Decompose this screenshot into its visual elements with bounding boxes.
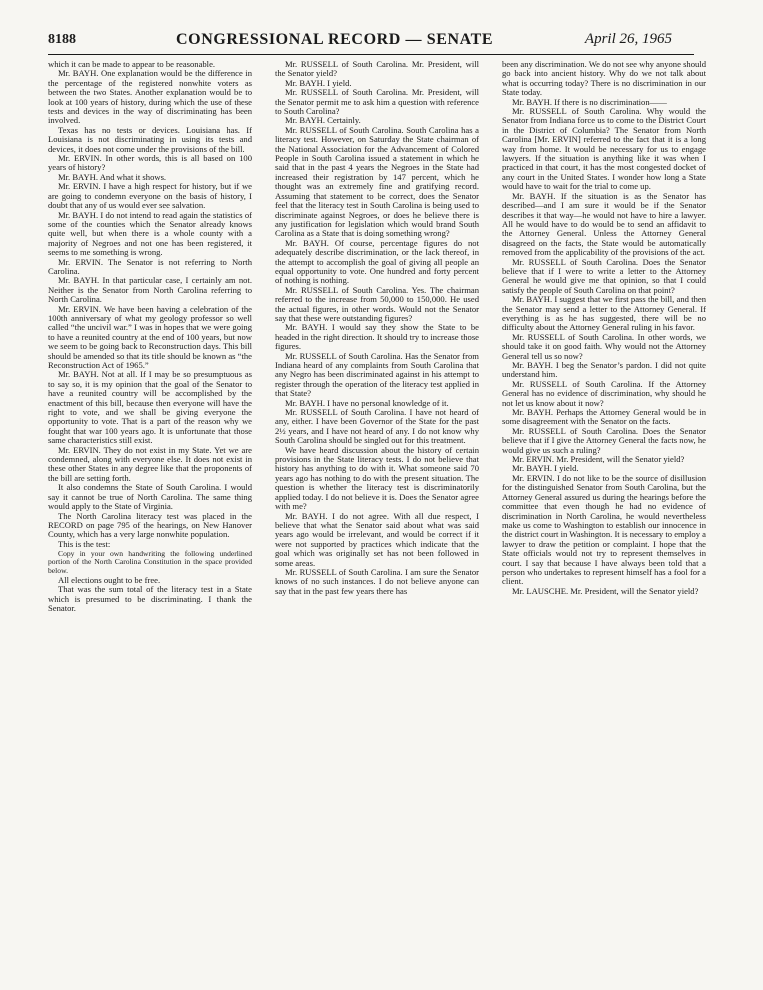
paragraph: Mr. ERVIN. They do not exist in my State. Yet we are condemned, along with everyone else. It does not exist in these other States in any degree like that the proponents of the bill are setting forth. (48, 444, 252, 483)
paragraph: Mr. ERVIN. In other words, this is all based on 100 years of history? (48, 153, 252, 173)
paragraph: Mr. RUSSELL of South Carolina. Mr. President, will the Senator permit me to ask him a question with reference to South Carolina? (275, 87, 479, 117)
paragraph: This is the test: (58, 538, 111, 549)
quoted-instruction: Copy in your own handwriting the following underlined portion of the North Carolina Constitution in the space provided below. (48, 549, 252, 575)
paragraph: That was the sum total of the literacy test in a State which is presumed to be discriminating. I thank the Senator. (48, 584, 252, 613)
paragraph: Mr. RUSSELL of South Carolina. South Carolina has a literacy test. However, on Saturday the State chairman of the National Association for the Advancement of Colored People in South Carolina issued a statement in which he said that in the past 4 years the Negroes in the State had increased their registration by 147 percent, which he thought was an extremely fine and gratifying record. Assuming that statement to be correct, does the Senator feel that the literacy test in South Carolina is being used to discriminate against Negroes, or does he believe there is any justification for legislation which would brand South Carolina as a State that is doing something wrong? (275, 124, 479, 239)
paragraph: Mr. BAYH. In that particular case, I certainly am not. Neither is the Senator from North Carolina referring to North Carolina. (48, 275, 252, 305)
paragraph: been any discrimination. We do not see why anyone should go back into ancient history. Why do we not talk about what is occurring today? There is no discrimination in our State today. (502, 60, 706, 98)
paragraph: It also condemns the State of South Carolina. I would say it cannot be true of North Carolina. The same thing would apply to the State of Virginia. (48, 482, 252, 512)
paragraph: Mr. BAYH. I do not intend to read again the statistics of some of the counties which the Senator already knows quite well, but when there is a whole county with a majority of Negroes and not one has been registered, it seems to me something is wrong. (48, 209, 252, 258)
paragraph: We have heard discussion about the history of certain provisions in the State literacy tests. I do not believe that history has anything to do with it. What someone said 70 years ago has nothing to do with the present situation. The question is whether the literacy test is discriminatorily applied today. I do not believe it is. Does the Senator agree with me? (275, 444, 479, 512)
paragraph: Mr. BAYH. I suggest that we first pass the bill, and then the Senator may send a letter to the Attorney General. If everything is as he has suggested, there will be no difficulty about the Attorney General ruling in his favor. (502, 294, 706, 333)
paragraph: Mr. RUSSELL of South Carolina. Mr. President, will the Senator yield? (275, 60, 479, 79)
paragraph: which it can be made to appear to be reasonable. (48, 60, 216, 69)
publication-title: CONGRESSIONAL RECORD — SENATE (176, 31, 494, 48)
paragraph: Mr. RUSSELL of South Carolina. Yes. The chairman referred to the increase from 50,000 to 150,000. He used the actual figures, in other words. Would not the Senator say that these were outstanding figures? (275, 284, 479, 323)
paragraph: Mr. RUSSELL of South Carolina. Why would the Senator from Indiana force us to come to the District Court in the District of Columbia? The Senator from North Carolina [Mr. ERVIN] referred to the fact that it is a long way from home. It would be necessary for us to engage lawyers. If the situation is anything like it was when I practiced in that court, it has the most congested docket of any court in the United States. I wonder how long a State would have to wait for the trial to come up. (502, 106, 706, 192)
column-3 (502, 60, 706, 985)
paragraph: Mr. ERVIN. I do not like to be the source of disillusion for the distinguished Senator from South Carolina, but the Attorney General assured us during the hearings before the committee that even though he had no evidence of discrimination in North Carolina, he would nevertheless make us come to Washington to establish our innocence in the district court in Washington. It is necessary to employ a lawyer to draw the petition or complaint. I hope that the State officials would not try to represent themselves in court. I say that because I have always been told that a person who undertakes to represent himself has a fool for a client. (502, 472, 706, 587)
paragraph: Mr. BAYH. I have no personal knowledge of it. (285, 397, 449, 408)
publication-date: April 26, 1965 (584, 31, 672, 47)
paragraph: Mr. BAYH. If there is no discrimination—— (512, 96, 667, 107)
paragraph: Mr. RUSSELL of South Carolina. If the Attorney General has no evidence of discrimination, why should he not let us know about it now? (502, 378, 706, 408)
paragraph: Mr. BAYH. I yield. (512, 463, 579, 474)
paragraph: Mr. BAYH. Not at all. If I may be so presumptuous as to say so, it is my opinion that the goal of the Senator to have a reunited country will be accomplished by the enactment of this bill, because then everyone will have the right to vote, and we shall be giving everyone the opportunity to vote. That is a part of the reason why we fought that war 100 years ago. It is unfortunate that those same characteristics still exist. (48, 369, 252, 446)
paragraph: Mr. BAYH. I beg the Senator’s pardon. I did not quite understand him. (502, 360, 706, 380)
paragraph: Mr. BAYH. I would say they show the State to be headed in the right direction. It should try to increase those figures. (275, 322, 479, 352)
paragraph: Mr. ERVIN. I have a high respect for history, but if we are going to condemn everyone on the basis of history, I doubt that any of us would ever see salvation. (48, 181, 252, 211)
paragraph: All elections ought to be free. (58, 574, 161, 585)
paragraph: Mr. ERVIN. The Senator is not referring to North Carolina. (48, 256, 252, 276)
paragraph: The North Carolina literacy test was placed in the RECORD on page 795 of the hearings, on New Hanover County, which has a very large nonwhite population. (48, 510, 252, 540)
paragraph: Mr. BAYH. Certainly. (285, 115, 361, 126)
paragraph: Mr. BAYH. If the situation is as the Senator has described—and I am sure it would be if the Senator describes it that way—he would not have to hire a lawyer. All he would have to do would be to send an affidavit to the Attorney General. Unless the Attorney General disagreed on the facts, the State would be automatically removed from the applicability of the provisions of the act. (502, 190, 706, 258)
paragraph: Mr. BAYH. I do not agree. With all due respect, I believe that what the Senator said about what was said years ago would be irrelevant, and would be correct if it were not supported by practices which indicate that the goal which was originally set has not been followed in some areas. (275, 510, 479, 568)
text-columns (48, 60, 706, 985)
paragraph: Texas has no tests or devices. Louisiana has. If Louisiana is not discriminating in using its tests and devices, it does not come under the provisions of the bill. (48, 124, 252, 154)
page-header (48, 30, 694, 55)
paragraph: Mr. BAYH. And what it shows. (58, 171, 167, 182)
paragraph: Mr. RUSSELL of South Carolina. Does the Senator believe that if I give the Attorney General the facts now, he would give us such a ruling? (502, 425, 706, 455)
paragraph: Mr. RUSSELL of South Carolina. In other words, we should take it on good faith. Why would not the Attorney General tell us so now? (502, 331, 706, 361)
paragraph: Mr. RUSSELL of South Carolina. Does the Senator believe that if I were to write a letter to the Attorney General he would give me that opinion, so that I could satisfy the people of South Carolina on that point? (502, 256, 706, 295)
paragraph: Mr. BAYH. One explanation would be the difference in the percentage of the registered nonwhite voters as between the two States. Another explanation would be to look at 100 years of history, during which the use of these tests and devices in the way of discriminating has been involved. (48, 68, 252, 126)
paragraph: Mr. RUSSELL of South Carolina. I have not heard of any, either. I have been Governor of the State for the past 2½ years, and I have not heard of any. I do not know why South Carolina should be singled out for this treatment. (275, 407, 479, 446)
paragraph: Mr. BAYH. Perhaps the Attorney General would be in some disagreement with the Senator on the facts. (502, 407, 706, 427)
paragraph: Mr. ERVIN. We have been having a celebration of the 100th anniversary of what my geology professor so well called “the uncivil war.” I was in hopes that we were going to have a reunited country at the end of 100 years, but now we seem to be going back to Reconstruction days. This bill should be amended so that its title should be known as “the Reconstruction Act of 1965.” (48, 303, 252, 370)
paragraph: Mr. RUSSELL of South Carolina. I am sure the Senator knows of no such instances. I do not believe anyone can say that in the past few years there has (275, 566, 479, 596)
paragraph: Mr. RUSSELL of South Carolina. Has the Senator from Indiana heard of any complaints from South Carolina that any Negro has been discriminated against in his attempt to register through the operation of the literacy test applied in that State? (275, 350, 479, 399)
paragraph: Mr. LAUSCHE. Mr. President, will the Senator yield? (512, 585, 699, 596)
paragraph: Mr. ERVIN. Mr. President, will the Senator yield? (512, 454, 685, 465)
page-number: 8188 (48, 32, 76, 47)
column-2 (275, 60, 479, 985)
column-1 (48, 60, 252, 985)
paragraph: Mr. BAYH. Of course, percentage figures do not adequately describe discrimination, or the lack thereof, in the attempt to accomplish the goal of giving all people an equal opportunity to vote. One hundred and forty percent of nothing is nothing. (275, 237, 479, 286)
paragraph: Mr. BAYH. I yield. (285, 77, 352, 88)
